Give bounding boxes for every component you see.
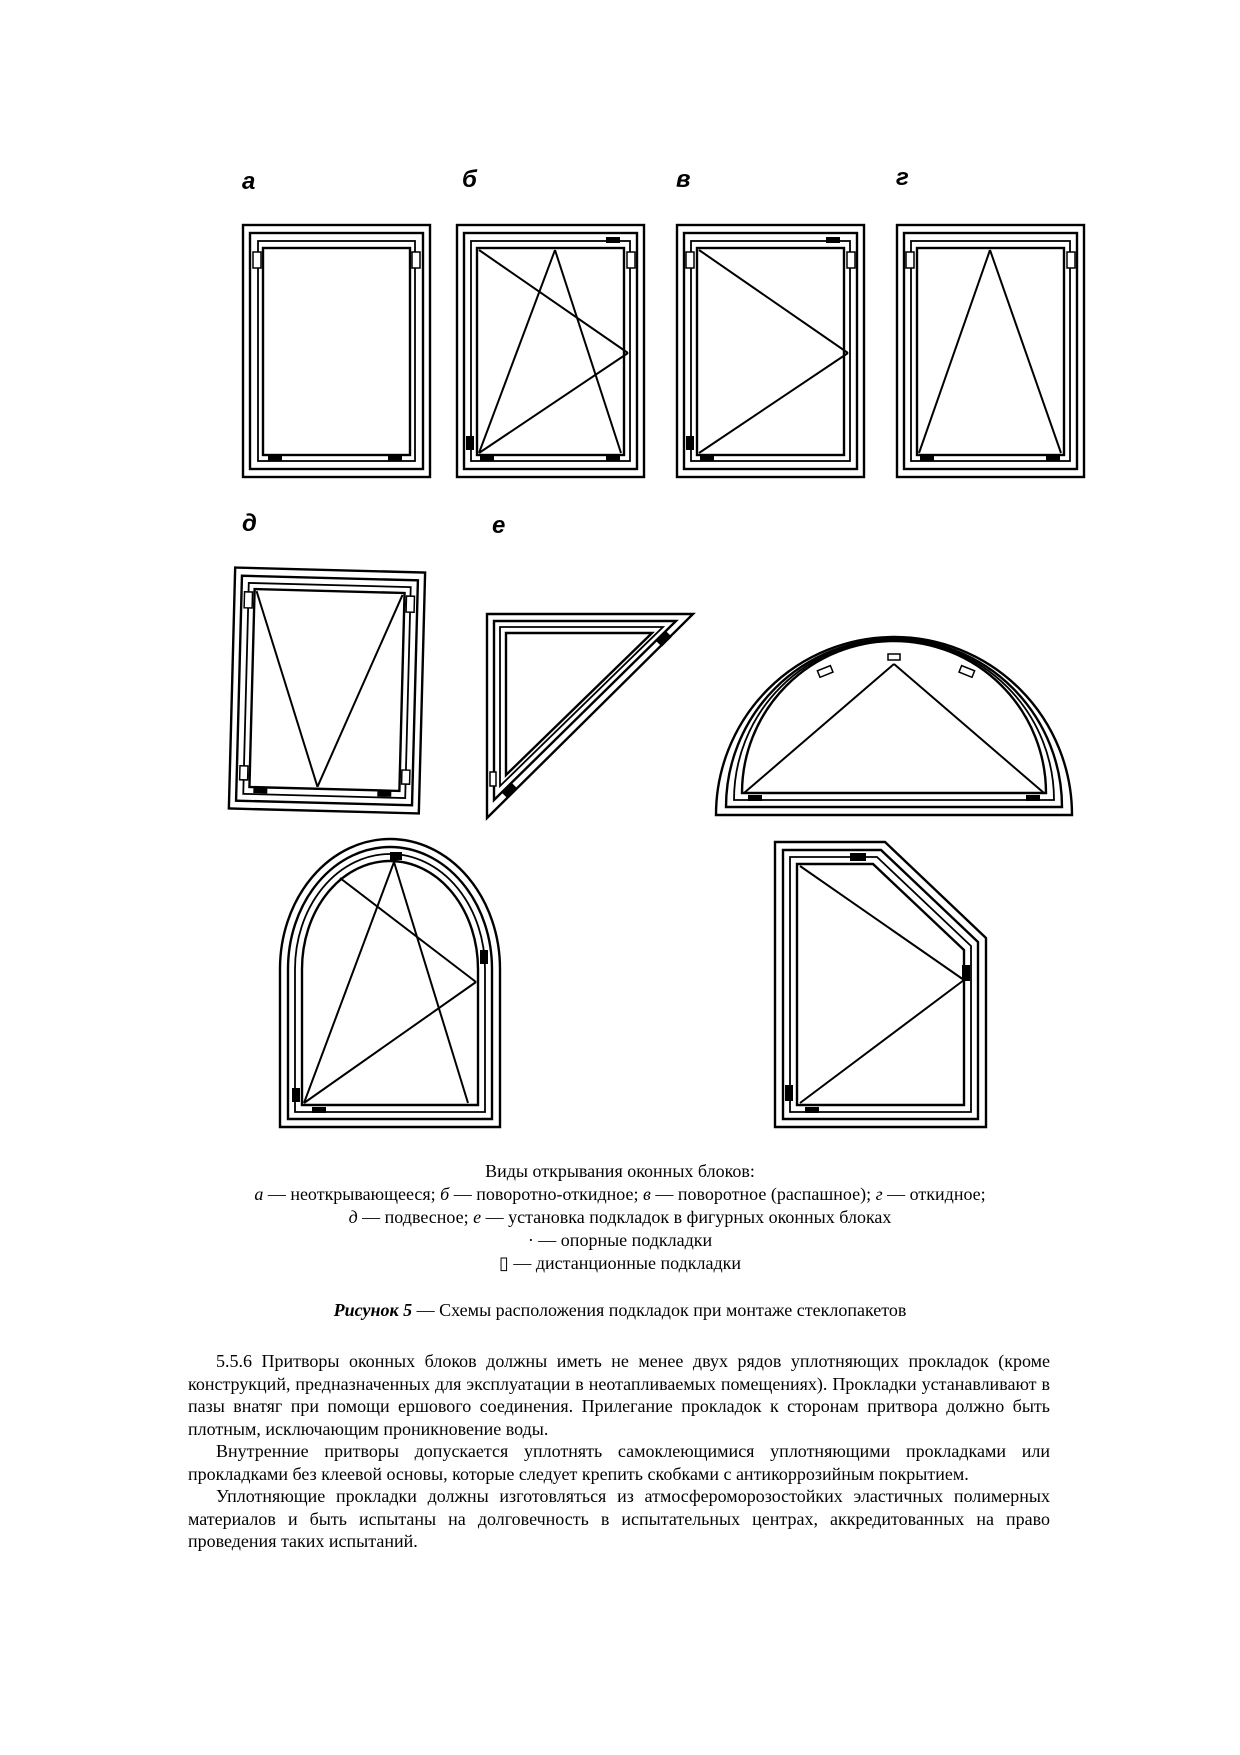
paragraph: 5.5.6 Притворы оконных блоков должны иметь не менее двух рядов уплотняющих прокладок (кроме конструкций, предназначенных для эксплуатации в неотапливаемых помещениях). Прокладки устанавливают в пазы внатяг при помощи ершового соединения. Прилегание прокладок к сторонам притвора должно быть плотным, исключающим проникновение воды. xyxy=(188,1351,1050,1439)
caption-text: — установка подкладок в фигурных оконных блоках xyxy=(481,1207,892,1227)
caption-line-1 xyxy=(150,1183,1090,1206)
label-a: а xyxy=(242,168,256,195)
caption-letter: г xyxy=(875,1184,883,1204)
figure-title xyxy=(150,1300,1090,1321)
legend-spacer-pads xyxy=(150,1252,1090,1275)
caption-letter: а xyxy=(254,1184,264,1204)
figure-caption xyxy=(150,1160,1090,1275)
label-g: г xyxy=(896,164,909,191)
window-arched xyxy=(280,839,500,1127)
caption-text: — неоткрывающееся; xyxy=(263,1184,441,1204)
window-d-top-hung xyxy=(229,568,425,814)
caption-letter: б xyxy=(440,1184,450,1204)
legend-spacer-text: — дистанционные подкладки xyxy=(508,1253,742,1273)
caption-letter: в xyxy=(643,1184,651,1204)
window-b-tilt-turn xyxy=(457,225,644,477)
figure-number: Рисунок 5 xyxy=(333,1300,413,1320)
label-v: в xyxy=(676,166,691,193)
spacer-pad-icon: ▯ xyxy=(498,1253,509,1273)
figure-title-text: — Схемы расположения подкладок при монтаже стеклопакетов xyxy=(412,1300,907,1320)
caption-text: — поворотное (распашное); xyxy=(650,1184,876,1204)
window-e-triangle xyxy=(487,614,693,818)
window-pentagon xyxy=(775,842,986,1127)
paragraph: Уплотняющие прокладки должны изготовляться из атмосфероморозостойких эластичных полимерных материалов и быть испытаны на долговечность в испытательных центрах, аккредитованных на право проведения таких испытаний. xyxy=(188,1486,1050,1551)
caption-heading: Виды открывания оконных блоков: xyxy=(485,1161,755,1181)
caption-text: — откидное; xyxy=(882,1184,986,1204)
caption-text: — поворотно-откидное; xyxy=(449,1184,644,1204)
window-semicircle xyxy=(716,637,1072,815)
body-text xyxy=(188,1350,1050,1553)
caption-text: — подвесное; xyxy=(357,1207,474,1227)
label-d: д xyxy=(242,510,257,537)
window-g-tilt xyxy=(897,225,1084,477)
paragraph: Внутренние притворы допускается уплотнять самоклеющимися уплотняющими прокладками или прокладками без клеевой основы, которые следует крепить скобками с антикоррозийным покрытием. xyxy=(188,1441,1050,1484)
legend-support-pads: · — опорные подкладки xyxy=(527,1230,713,1250)
window-a-fixed xyxy=(243,225,430,477)
label-e: е xyxy=(492,512,506,539)
label-b: б xyxy=(462,166,477,193)
caption-line-2 xyxy=(150,1206,1090,1229)
caption-letter: д xyxy=(348,1207,358,1227)
window-v-turn xyxy=(677,225,864,477)
caption-letter: е xyxy=(473,1207,482,1227)
